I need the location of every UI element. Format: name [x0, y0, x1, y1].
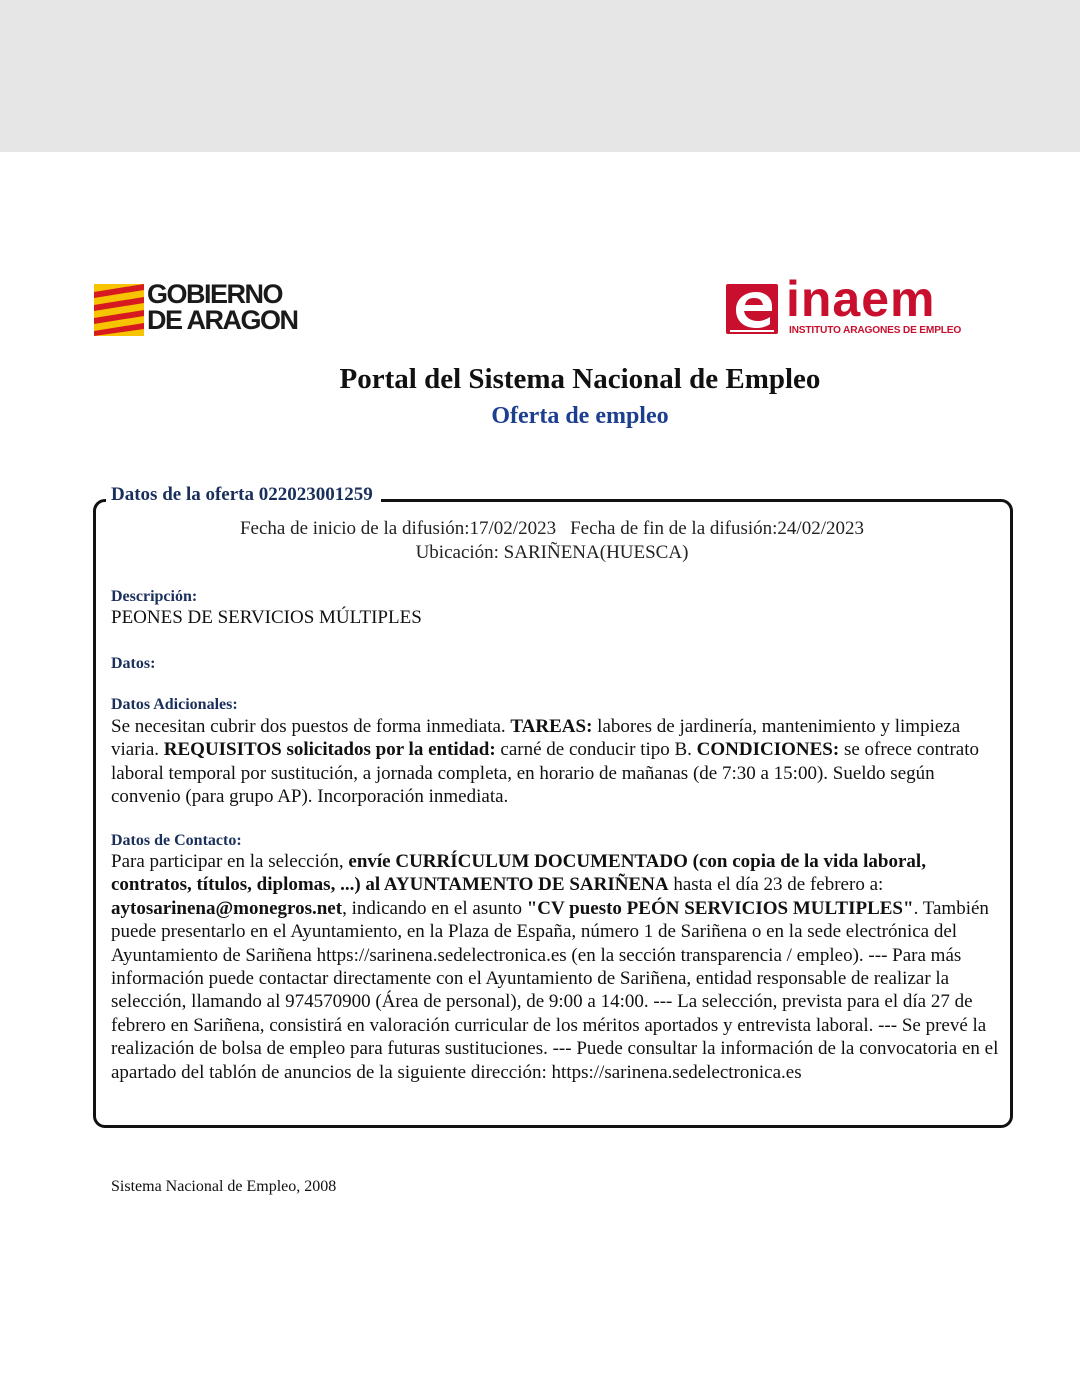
datos-adicionales-label: Datos Adicionales: — [111, 696, 238, 713]
inaem-e-icon — [726, 284, 778, 334]
bold-run: CONDICIONES: — [696, 739, 840, 761]
inaem-logo-text: inaem — [786, 271, 936, 327]
inaem-logo — [726, 271, 982, 340]
text-run: hasta el día 23 de febrero a: — [668, 874, 884, 896]
end-date: Fecha de fin de la difusión:24/02/2023 — [570, 518, 864, 539]
gobierno-aragon-logo — [94, 279, 334, 338]
bold-run: REQUISITOS solicitados por la entidad: — [163, 739, 496, 761]
text-run: , indicando en el asunto — [342, 897, 527, 919]
datos-contacto-text — [111, 850, 1003, 1084]
text-run: . También puede presentarlo en el Ayuntamiento, en la Plaza de España, número 1 de Sariñena o en la sede electrónica del Ayuntamiento de Sariñena https://sarinena.sedelectronica.es (en la sección transparencia / empleo). --- Para más información puede contactar directamente con el Ayuntamiento de Sariñena, entidad responsable de realizar la selección, llamando al 974570900 (Área de personal), de 9:00 a 14:00. --- La selección, prevista para el día 27 de febrero en Sariñena, consistirá en valoración curricular de los méritos aportados y entrevista laboral. --- Se prevé la realización de bolsa de empleo para futuras sustituciones. --- Puede consultar la información de la convocatoria en el apartado del tablón de anuncios de la siguiente dirección: https://sarinena.sedelectronica.es — [111, 897, 999, 1083]
datos-adicionales-text — [111, 715, 1003, 809]
text-run: Para participar en la selección, — [111, 851, 349, 872]
aragon-logo-text: GOBIERNO DE ARAGON — [147, 279, 298, 335]
page-subtitle: Oferta de empleo — [491, 403, 669, 429]
text-run: Se necesitan cubrir dos puestos de forma inmediata. — [111, 716, 511, 737]
top-gray-band — [0, 0, 1080, 152]
text-run: labores de jardinería, mantenimiento y limpieza viaria. — [111, 716, 961, 761]
descripcion-label: Descripción: — [111, 588, 198, 605]
bold-run: aytosarinena@monegros.net — [111, 897, 343, 919]
descripcion-text: PEONES DE SERVICIOS MÚLTIPLES — [111, 607, 422, 628]
inaem-logo-subtext: INSTITUTO ARAGONES DE EMPLEO — [789, 325, 962, 336]
start-date: Fecha de inicio de la difusión:17/02/2023 — [239, 518, 557, 539]
bold-run: envíe CURRÍCULUM DOCUMENTADO (con copia de la vida laboral, contratos, títulos, diplomas, ...) al AYUNTAMENTO DE SARIÑENA — [111, 851, 926, 896]
bold-run: TAREAS: — [510, 716, 593, 737]
footer-text: Sistema Nacional de Empleo, 2008 — [111, 1178, 337, 1195]
text-run: carné de conducir tipo B. — [495, 739, 697, 761]
location: Ubicación: SARIÑENA(HUESCA) — [415, 542, 689, 563]
bold-run: "CV puesto PEÓN SERVICIOS MULTIPLES" — [526, 897, 914, 919]
page-title: Portal del Sistema Nacional de Empleo — [339, 363, 821, 395]
datos-contacto-label: Datos de Contacto: — [111, 832, 242, 849]
text-run: se ofrece contrato laboral temporal por sustitución, a jornada completa, en horario de mañanas (de 7:30 a 15:00). Sueldo según convenio (para grupo AP). Incorporación inmediata. — [111, 739, 979, 808]
offer-legend: Datos de la oferta 022023001259 — [106, 484, 381, 506]
datos-label: Datos: — [111, 655, 156, 672]
diffusion-dates — [0, 518, 1080, 540]
aragon-flag-icon — [94, 284, 144, 336]
